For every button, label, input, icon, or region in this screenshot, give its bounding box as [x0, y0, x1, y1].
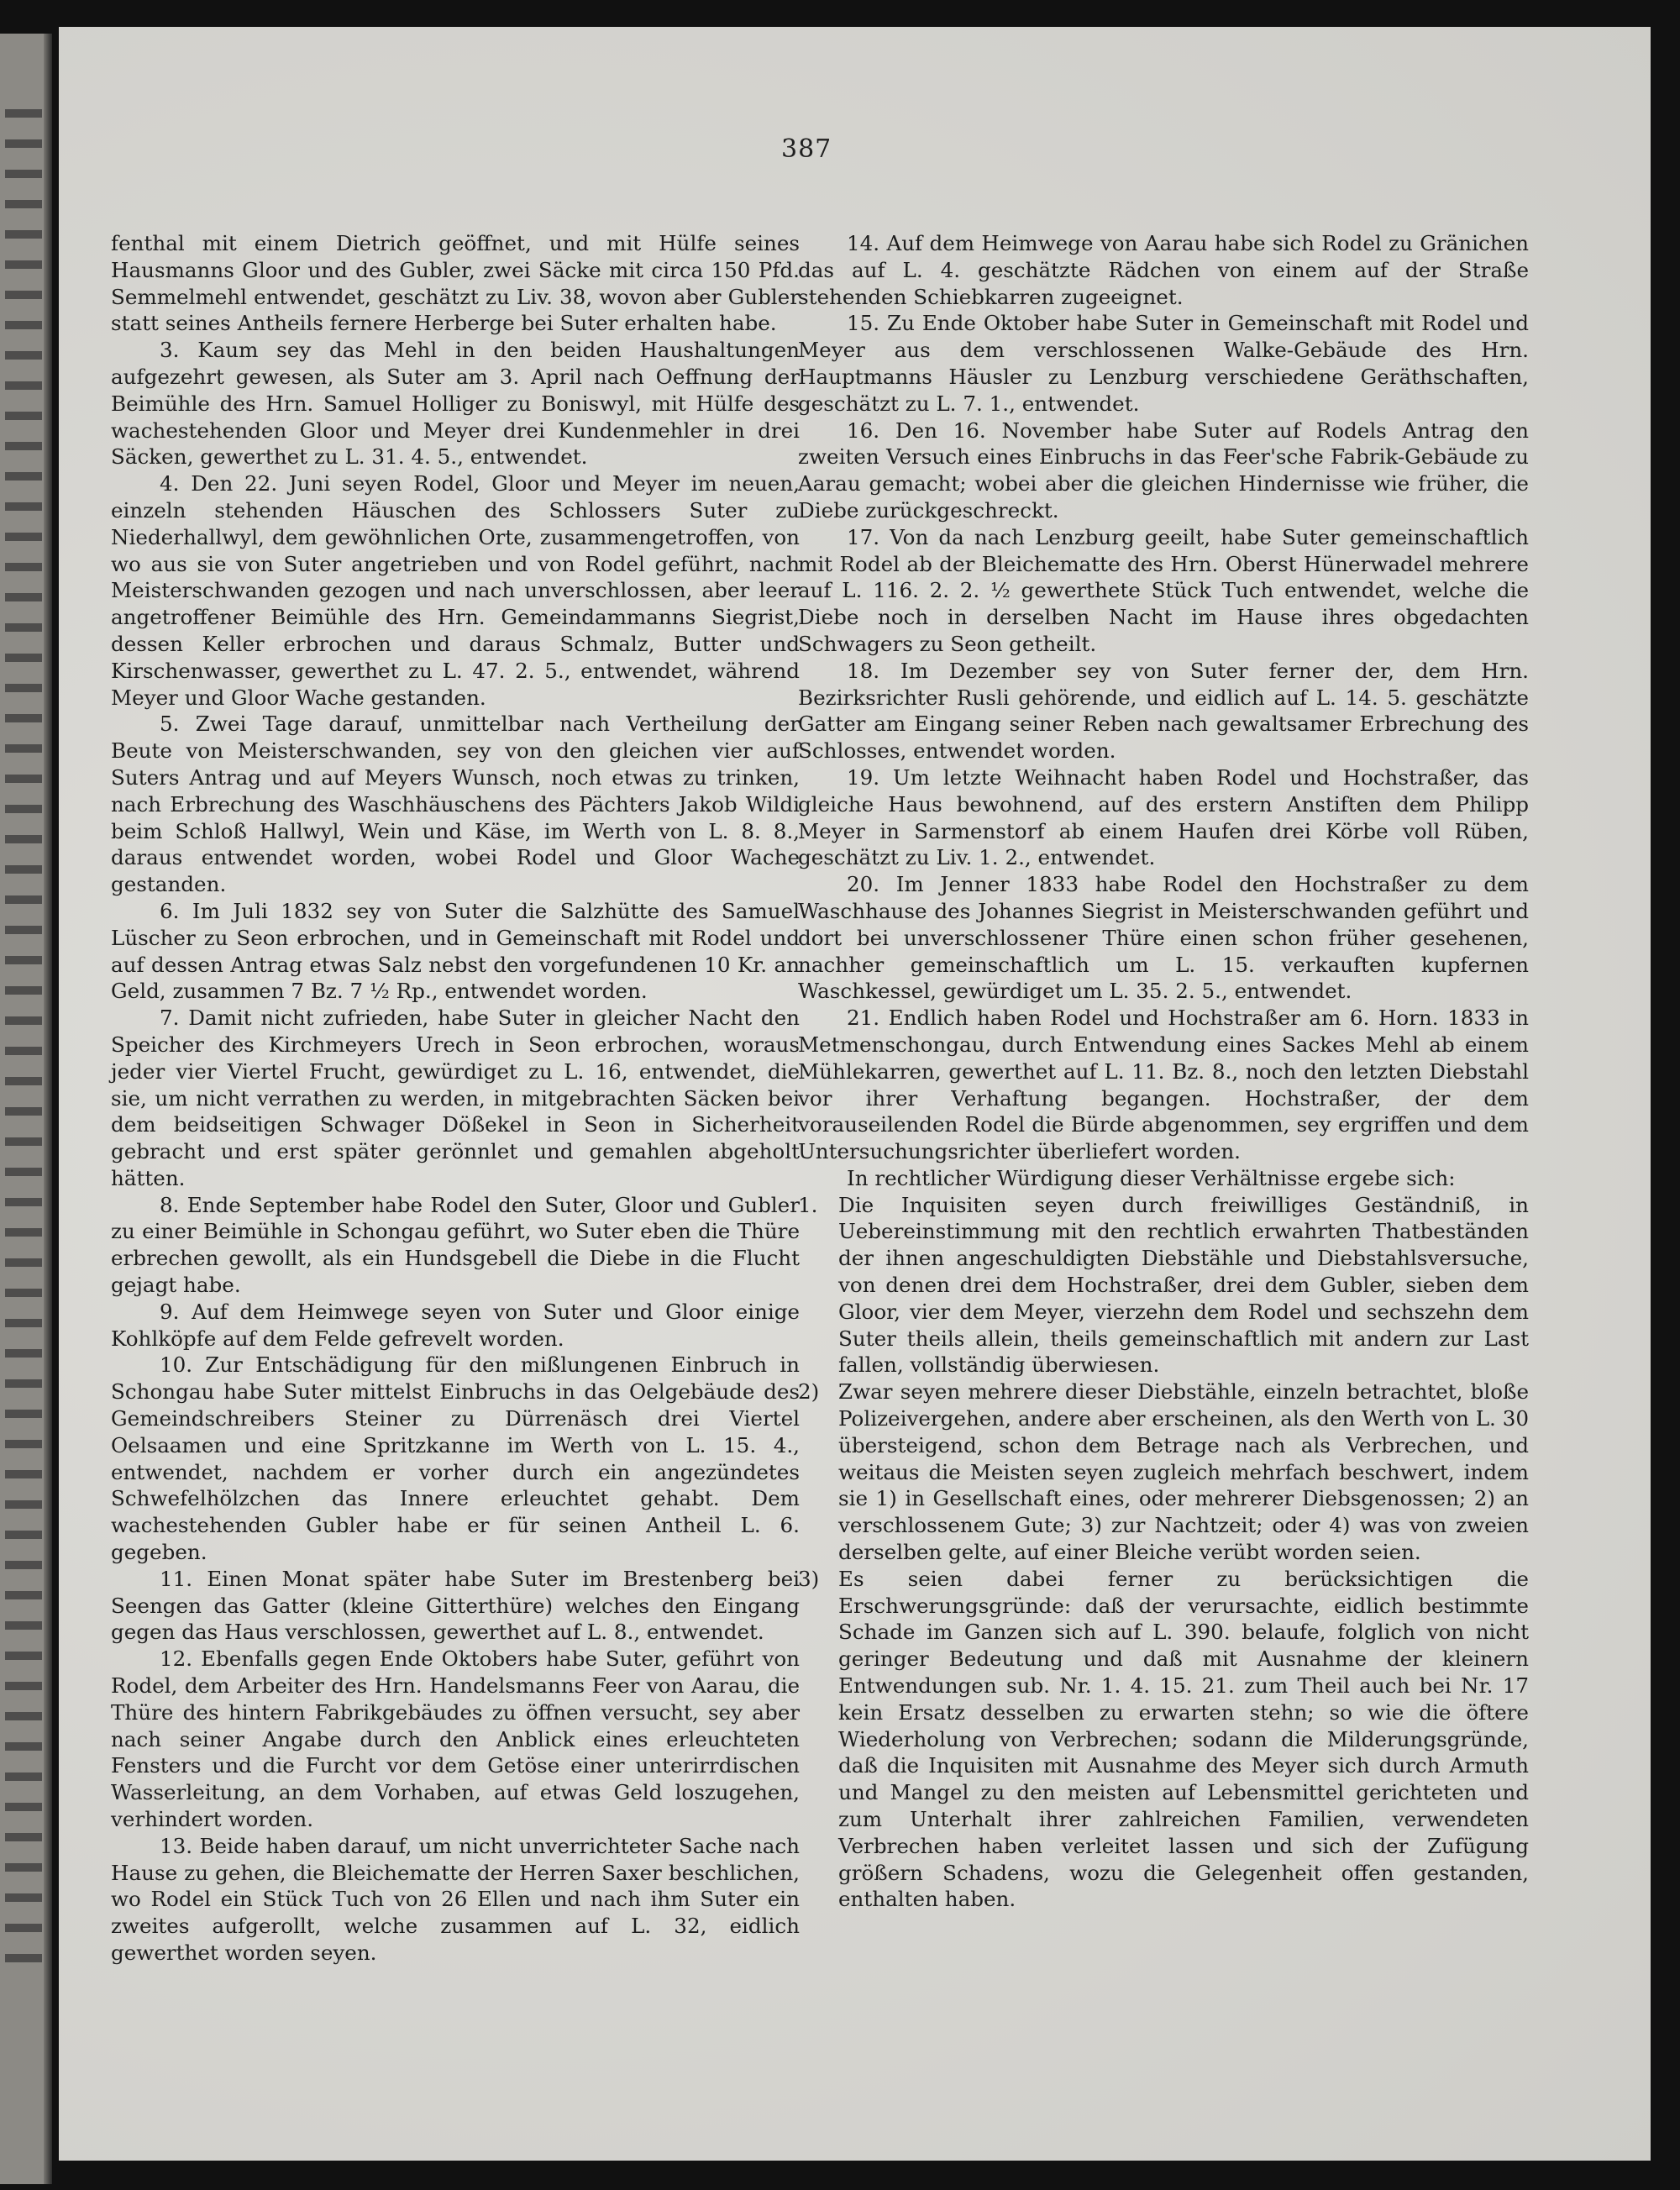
right-text-column: [798, 230, 1529, 1913]
paragraph-13: 13. Beide haben darauf, um nicht unverrichteter Sache nach Hause zu gehen, die Bleichematte der Herren Saxer beschlichen, wo Rodel ein Stück Tuch von 26 Ellen und nach ihm Suter ein zweites aufgerollt, welche zusammen auf L. 32, eidlich gewerthet worden seyen.: [111, 1833, 800, 1965]
paragraph-19: 19. Um letzte Weihnacht haben Rodel und Hochstraßer, das gleiche Haus bewohnend, auf des erstern Anstiften dem Philipp Meyer in Sarmenstorf ab einem Haufen drei Körbe voll Rüben, geschätzt zu Liv. 1. 2., entwendet.: [798, 764, 1529, 870]
consideration-1-text: Die Inquisiten seyen durch freiwilliges Geständniß, in Uebereinstimmung mit den rechtlich erwahrten Thatbeständen der ihnen angeschuldigten Diebstähle und Diebstahlsversuche, von denen drei dem Hochstraßer, drei dem Gubler, sieben dem Gloor, vier dem Meyer, vierzehn dem Rodel und sechszehn dem Suter theils allein, theils gemeinschaftlich mit andern zur Last fallen, vollständig überwiesen.: [838, 1192, 1529, 1378]
paragraph-9: 9. Auf dem Heimwege seyen von Suter und Gloor einige Kohlköpfe auf dem Felde gefrevelt worden.: [111, 1299, 800, 1351]
adjacent-page-text-fragments: [5, 109, 42, 1984]
document-page: [59, 27, 1651, 2161]
paragraph-8: 8. Ende September habe Rodel den Suter, Gloor und Gubler zu einer Beimühle in Schongau geführt, wo Suter eben die Thüre erbrechen gewollt, als ein Hundsgebell die Diebe in die Flucht gejagt habe.: [111, 1192, 800, 1298]
paragraph-15: 15. Zu Ende Oktober habe Suter in Gemeinschaft mit Rodel und Meyer aus dem verschlossenen Walke-Gebäude des Hrn. Hauptmanns Häusler zu Lenzburg verschiedene Geräthschaften, geschätzt zu L. 7. 1., entwendet.: [798, 311, 1529, 416]
consideration-2: [798, 1379, 1529, 1566]
paragraph-12: 12. Ebenfalls gegen Ende Oktobers habe Suter, geführt von Rodel, dem Arbeiter des Hrn. Handelsmanns Feer von Aarau, die Thüre des hintern Fabrikgebäudes zu öffnen versucht, sey aber nach seiner Angabe durch den Anblick eines erleuchteten Fensters und die Furcht vor dem Getöse einer unterirrdischen Wasserleitung, an dem Vorhaben, auf etwas Geld loszugehen, verhindert worden.: [111, 1646, 800, 1832]
paragraph-14: 14. Auf dem Heimwege von Aarau habe sich Rodel zu Gränichen das auf L. 4. geschätzte Rädchen von einem auf der Straße stehenden Schiebkarren zugeeignet.: [798, 231, 1529, 309]
legal-assessment-intro: In rechtlicher Würdigung dieser Verhältnisse ergebe sich:: [847, 1165, 1456, 1190]
consideration-3-number: 3): [798, 1566, 820, 1591]
paragraph-6: 6. Im Juli 1832 sey von Suter die Salzhütte des Samuel Lüscher zu Seon erbrochen, und in Gemeinschaft mit Rodel und auf dessen Antrag etwas Salz nebst den vorgefundenen 10 Kr. an Geld, zusammen 7 Bz. 7 ½ Rp., entwendet worden.: [111, 898, 800, 1004]
consideration-1: [798, 1192, 1529, 1379]
paragraph-4: 4. Den 22. Juni seyen Rodel, Gloor und Meyer im neuen, einzeln stehenden Häuschen des Schlossers Suter zu Niederhallwyl, dem gewöhnlichen Orte, zusammengetroffen, von wo aus sie von Suter angetrieben und von Rodel geführt, nach Meisterschwanden gezogen und nach unverschlossen, aber leer angetroffener Beimühle des Hrn. Gemeindammanns Siegrist, dessen Keller erbrochen und daraus Schmalz, Butter und Kirschenwasser, gewerthet zu L. 47. 2. 5., entwendet, während Meyer und Gloor Wache gestanden.: [111, 471, 800, 710]
paragraph-11: 11. Einen Monat später habe Suter im Brestenberg bei Seengen das Gatter (kleine Gitterthüre) welches den Eingang gegen das Haus verschlossen, gewerthet auf L. 8., entwendet.: [111, 1566, 800, 1645]
adjacent-page-edge: [0, 34, 52, 2184]
paragraph-continuation: fenthal mit einem Dietrich geöffnet, und mit Hülfe seines Hausmanns Gloor und des Gubler, zwei Säcke mit circa 150 Pfd. Semmelmehl entwendet, geschätzt zu Liv. 38, wovon aber Gubler statt seines Antheils fernere Herberge bei Suter erhalten habe.: [111, 231, 800, 336]
consideration-3-text: Es seien dabei ferner zu berücksichtigen die Erschwerungsgründe: daß der verursachte, eidlich bestimmte Schade im Ganzen sich auf L. 390. belaufe, folglich von nicht geringer Bedeutung und daß mit Ausnahme der kleinern Entwendungen sub. Nr. 1. 4. 15. 21. zum Theil auch bei Nr. 17 kein Ersatz desselben zu erwarten stehn; so wie die öftere Wiederholung von Verbrechen; sodann die Milderungsgründe, daß die Inquisiten mit Ausnahme des Meyer sich durch Armuth und Mangel zu den meisten auf Lebensmittel gerichteten und zum Unterhalt ihrer zahlreichen Familien, verwendeten Verbrechen haben verleitet lassen und sich der Zufügung größern Schadens, wozu die Gelegenheit offen gestanden, enthalten haben.: [838, 1566, 1529, 1912]
paragraph-20: 20. Im Jenner 1833 habe Rodel den Hochstraßer zu dem Waschhause des Johannes Siegrist in Meisterschwanden geführt und dort bei unverschlossener Thüre einen schon früher gesehenen, nachher gemeinschaftlich um L. 15. verkauften kupfernen Waschkessel, gewürdiget um L. 35. 2. 5., entwendet.: [798, 872, 1529, 1004]
paragraph-10: 10. Zur Entschädigung für den mißlungenen Einbruch in Schongau habe Suter mittelst Einbruchs in das Oelgebäude des Gemeindschreibers Steiner zu Dürrenäsch drei Viertel Oelsaamen und eine Spritzkanne im Werth von L. 15. 4., entwendet, nachdem er vorher durch ein angezündetes Schwefelhölzchen das Innere erleuchtet gehabt. Dem wachestehenden Gubler habe er für seinen Antheil L. 6. gegeben.: [111, 1352, 800, 1565]
paragraph-5: 5. Zwei Tage darauf, unmittelbar nach Vertheilung der Beute von Meisterschwanden, sey von den gleichen vier auf Suters Antrag und auf Meyers Wunsch, noch etwas zu trinken, nach Erbrechung des Waschhäuschens des Pächters Jakob Wildi beim Schloß Hallwyl, Wein und Käse, im Werth von L. 8. 8., daraus entwendet worden, wobei Rodel und Gloor Wache gestanden.: [111, 712, 800, 897]
page-number: 387: [781, 134, 832, 164]
paragraph-7: 7. Damit nicht zufrieden, habe Suter in gleicher Nacht den Speicher des Kirchmeyers Urech in Seon erbrochen, woraus jeder vier Viertel Frucht, gewürdiget zu L. 16, entwendet, die sie, um nicht verrathen zu werden, in mitgebrachten Säcken bei dem beidseitigen Schwager Dößekel in Seon in Sicherheit gebracht und erst später gerönnlet und gemahlen abgeholt hätten.: [111, 1006, 800, 1190]
book-gutter-shadow: [44, 34, 52, 2184]
consideration-2-number: 2): [798, 1379, 820, 1405]
paragraph-21: 21. Endlich haben Rodel und Hochstraßer am 6. Horn. 1833 in Metmenschongau, durch Entwendung eines Sackes Mehl ab einem Mühlekarren, gewerthet auf L. 11. Bz. 8., noch den letzten Diebstahl vor ihrer Verhaftung begangen. Hochstraßer, der dem vorauseilenden Rodel die Bürde abgenommen, sey ergriffen und dem Untersuchungsrichter überliefert worden.: [798, 1006, 1529, 1164]
paragraph-17: 17. Von da nach Lenzburg geeilt, habe Suter gemeinschaftlich mit Rodel ab der Bleichematte des Hrn. Oberst Hünerwadel mehrere auf L. 116. 2. 2. ½ gewerthete Stück Tuch entwendet, welche die Diebe noch in derselben Nacht im Hause ihres obgedachten Schwagers zu Seon getheilt.: [798, 524, 1529, 656]
consideration-2-text: Zwar seyen mehrere dieser Diebstähle, einzeln betrachtet, bloße Polizeivergehen, andere aber erscheinen, als den Werth von L. 30 übersteigend, schon dem Betrage nach als Verbrechen, und weitaus die Meisten seyen zugleich mehrfach beschwert, indem sie 1) in Gesellschaft eines, oder mehrerer Diebsgenossen; 2) an verschlossenem Gute; 3) zur Nachtzeit; oder 4) was von zweien derselben gelte, auf einer Bleiche verübt worden seien.: [838, 1379, 1529, 1565]
paragraph-3: 3. Kaum sey das Mehl in den beiden Haushaltungen aufgezehrt gewesen, als Suter am 3. April nach Oeffnung der Beimühle des Hrn. Samuel Holliger zu Boniswyl, mit Hülfe des wachestehenden Gloor und Meyer drei Kundenmehler in drei Säcken, gewerthet zu L. 31. 4. 5., entwendet.: [111, 338, 800, 470]
consideration-1-number: 1.: [798, 1192, 818, 1217]
paragraph-18: 18. Im Dezember sey von Suter ferner der, dem Hrn. Bezirksrichter Rusli gehörende, und eidlich auf L. 14. 5. geschätzte Gatter am Eingang seiner Reben nach gewaltsamer Erbrechung des Schlosses, entwendet worden.: [798, 658, 1529, 764]
consideration-3: [798, 1566, 1529, 1913]
left-text-column: [111, 230, 800, 1967]
paragraph-16: 16. Den 16. November habe Suter auf Rodels Antrag den zweiten Versuch eines Einbruchs in das Feer'sche Fabrik-Gebäude zu Aarau gemacht; wobei aber die gleichen Hindernisse wie früher, die Diebe zurückgeschreckt.: [798, 418, 1529, 523]
